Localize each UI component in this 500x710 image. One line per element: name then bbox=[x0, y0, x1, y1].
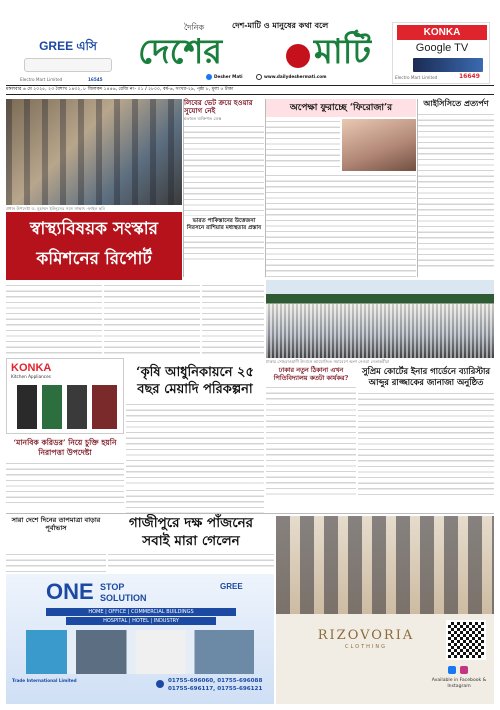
konka-hotline: 16649 bbox=[459, 73, 480, 80]
one-stop-company: Trade International Limited bbox=[12, 678, 77, 683]
corridor-body bbox=[6, 461, 124, 503]
section-rule bbox=[6, 513, 494, 514]
facebook-icon bbox=[206, 74, 212, 80]
top-small-story[interactable] bbox=[184, 99, 264, 217]
gazipur-title-2: সবাই মারা গেলেন bbox=[142, 533, 240, 549]
dateline-rule-bottom bbox=[6, 94, 494, 95]
konka-kitchen-ad[interactable] bbox=[6, 358, 124, 434]
one-stop-phones1[interactable]: 01755-696060, 01755-696088 bbox=[168, 678, 263, 684]
supreme-body bbox=[358, 391, 494, 495]
one-stop-sub1: HOME | OFFICE | COMMERCIAL BUILDINGS bbox=[46, 608, 236, 616]
models-image bbox=[276, 516, 494, 614]
sara-title: সারা দেশে দিনের তাপমাত্রা বাড়ার পূর্বাভাস bbox=[11, 516, 101, 533]
pm-body bbox=[418, 112, 494, 267]
gazipur-title-1: গাজীপুরে দক্ষ পাঁজনের bbox=[128, 515, 254, 531]
daily-label: দৈনিক bbox=[184, 23, 205, 32]
tv-image bbox=[413, 58, 483, 72]
krishi-title-1: ‘কৃষি আধুনিকায়নে ২৫ bbox=[136, 365, 254, 380]
globe-icon bbox=[256, 74, 262, 80]
khaleda-story[interactable] bbox=[266, 99, 416, 277]
top-small-title: লিবের ভেট ক্রয়ে হওয়ার সুযোগ নেই bbox=[184, 98, 253, 115]
gree-hotline: 16545 bbox=[88, 77, 103, 82]
khaleda-title: অপেক্ষা ফুরাচ্ছে ‘ফিরোজা’র bbox=[289, 103, 393, 113]
khaleda-body-bottom bbox=[266, 173, 416, 277]
health-body-col1 bbox=[6, 283, 102, 355]
dateline: মঙ্গলবার ৬ মে ২০২৫, ২৩ বৈশাখ ১৪৩২, ৮ জিলকদ ১৪৪৬, রেজি নং- ০১ / ২৮০০, বর্ষ-৬, সংখ্যা-২৯, পৃষ্ঠা ৮, মূল্য ৫ টাকা bbox=[6, 87, 234, 92]
rizovoria-ad[interactable] bbox=[276, 516, 494, 704]
sara-story[interactable] bbox=[6, 516, 106, 554]
india-story[interactable] bbox=[184, 218, 264, 278]
masthead-title-left: দেশের bbox=[138, 32, 223, 72]
konka-brand: KONKA bbox=[397, 25, 487, 40]
top-small-byline: মতামত ব্যক্তিগত ডেস্ক bbox=[184, 116, 222, 121]
one-stop-ad[interactable] bbox=[6, 574, 274, 704]
konka-footer: Electro Mart Limited bbox=[395, 75, 438, 80]
gree-small-logo: GREE bbox=[220, 582, 243, 591]
konka-kitchen-brand: KONKA bbox=[11, 362, 52, 374]
health-body-col2 bbox=[104, 283, 200, 355]
krishi-title-2: বছর মেয়াদি পরিকল্পনা bbox=[137, 382, 253, 397]
sun-logo-icon bbox=[286, 44, 310, 68]
sara-body bbox=[6, 552, 106, 572]
krishi-story[interactable] bbox=[126, 364, 264, 486]
corridor-title: ‘মানবিক করিডর’ নিয়ে চুক্তি হয়নি নিরাপত্তা উপদেষ্টা bbox=[13, 438, 117, 457]
krishi-body bbox=[126, 402, 264, 484]
column-rule bbox=[417, 99, 418, 277]
dhaka-story[interactable] bbox=[266, 366, 356, 514]
gree-footer: Electro Mart Limited bbox=[20, 77, 63, 82]
masthead bbox=[0, 0, 500, 98]
crowd-photo-caption: ঢাকার সোহরাওয়ার্দী উদ্যানে আয়োজিত সমাবেশে অংশ নেওয়া নেতাকর্মীরা bbox=[266, 359, 390, 364]
pm-story[interactable] bbox=[418, 99, 494, 277]
one-stop-title: STOP SOLUTION bbox=[100, 582, 147, 603]
rizovoria-brand: RIZOVORIA bbox=[317, 628, 415, 643]
dhaka-body bbox=[266, 385, 356, 497]
top-small-body bbox=[184, 124, 264, 216]
lead-photo-caption: প্রধান উপদেষ্টা ড. মুহাম্মদ ইউনূসের সঙ্গে সাক্ষাৎ -ফাইল ছবি bbox=[6, 206, 105, 211]
supreme-story[interactable] bbox=[358, 366, 494, 514]
khaleda-photo bbox=[342, 119, 416, 171]
facebook-instagram-icons bbox=[448, 666, 484, 674]
dhaka-title: ঢাকার নতুন ঠিকানা এখন পিতিবিদ্যালয় কতটা কার্যকর? bbox=[273, 366, 349, 382]
health-body-col3 bbox=[202, 283, 264, 355]
gazipur-body bbox=[108, 552, 274, 568]
health-banner[interactable] bbox=[6, 212, 182, 280]
qr-code-icon bbox=[446, 620, 486, 660]
facebook-handle[interactable]: Desher Mati bbox=[214, 74, 243, 79]
supreme-title: সুপ্রিম কোর্টের ইনার গার্ডেনে ব্যারিস্টার আব্দুর রাজ্জাকের জানাজা অনুষ্ঠিত bbox=[361, 366, 491, 387]
kitchen-products-image bbox=[17, 385, 117, 429]
khaleda-title-box bbox=[266, 99, 416, 117]
masthead-title-right: মাটি bbox=[314, 32, 371, 72]
gree-logo: GREE এসি bbox=[39, 39, 97, 53]
lead-photo bbox=[6, 99, 182, 205]
one-stop-sub2: HOSPITAL | HOTEL | INDUSTRY bbox=[66, 617, 216, 625]
crowd-photo bbox=[266, 280, 494, 358]
konka-product: Google TV bbox=[415, 42, 469, 54]
hvac-units-image bbox=[26, 630, 254, 674]
konka-kitchen-sub: Kitchen Appliances bbox=[11, 374, 51, 379]
ac-unit-icon bbox=[24, 58, 112, 72]
phone-icon bbox=[156, 680, 164, 688]
health-title-1: স্বাস্থ্যবিষয়ক সংস্কার bbox=[29, 219, 159, 239]
one-stop-phones2[interactable]: 01755-696117, 01755-696121 bbox=[168, 686, 263, 692]
column-rule bbox=[183, 99, 184, 277]
one-stop-big: ONE bbox=[46, 579, 94, 604]
column-rule bbox=[265, 99, 266, 277]
rizovoria-avail: Available in Facebook & Instagram bbox=[431, 678, 487, 689]
gazipur-story[interactable] bbox=[108, 514, 274, 572]
tagline: দেশ-মাটি ও মানুষের কথা বলে bbox=[232, 21, 329, 30]
corridor-story[interactable] bbox=[6, 438, 124, 514]
india-title: ভারত পাকিস্তানের উত্তেজনা নিরসনে রাশিয়ার মধ্যস্থতার প্রস্তাব bbox=[186, 218, 262, 231]
pm-title: আইসিসিতে প্রত্যর্পণ bbox=[423, 98, 489, 108]
website-link[interactable]: www.dailydeshermati.com bbox=[264, 74, 327, 79]
india-body bbox=[184, 234, 264, 262]
rizovoria-sub: CLOTHING bbox=[345, 644, 387, 650]
gree-ad[interactable] bbox=[18, 22, 118, 84]
konka-ad[interactable] bbox=[392, 22, 490, 84]
khaleda-body-left bbox=[266, 119, 340, 171]
krishi-body-lower bbox=[126, 488, 264, 514]
health-title-2: কমিশনের রিপোর্ট bbox=[36, 249, 152, 269]
